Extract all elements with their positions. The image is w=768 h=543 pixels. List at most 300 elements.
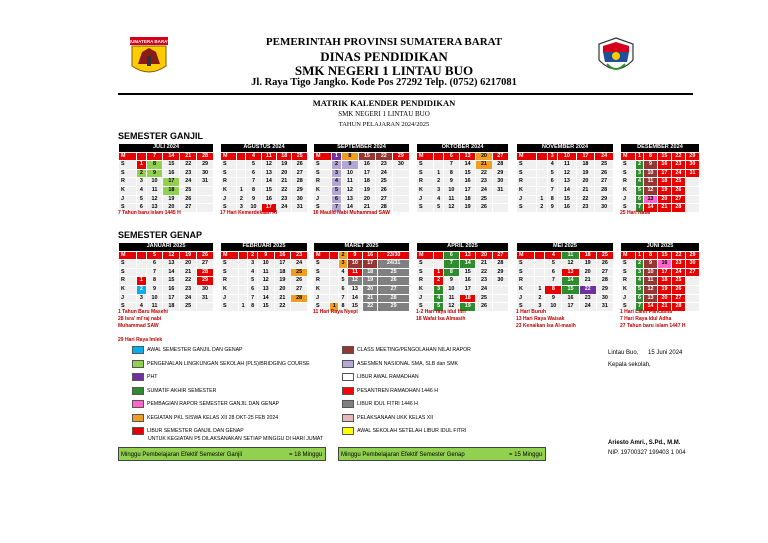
- date-cell: 14: [257, 294, 274, 303]
- weeks-ganjil-value: = 18 Minggu: [289, 452, 323, 458]
- date-cell: 28: [197, 268, 214, 277]
- date-cell: 14: [341, 204, 358, 213]
- date-cell: 20: [576, 178, 595, 187]
- date-cell: [238, 294, 248, 303]
- date-cell: 9: [246, 195, 261, 204]
- date-cell: 29: [492, 169, 508, 178]
- date-cell: 14: [163, 152, 180, 161]
- date-cell: 27: [596, 268, 613, 277]
- date-cell: 20: [274, 285, 291, 294]
- date-cell: 30: [685, 161, 699, 170]
- weekday-cell: S: [119, 161, 137, 170]
- date-cell: 17: [358, 169, 375, 178]
- date-cell: 20: [180, 260, 197, 269]
- date-cell: 28: [378, 294, 410, 303]
- header-address: Jl. Raya Tigo Jangko. Kode Pos 27292 Telp. (0752) 6217081: [251, 77, 517, 88]
- date-cell: 11: [443, 195, 459, 204]
- date-cell: 1: [137, 277, 147, 286]
- date-cell: 22: [476, 268, 492, 277]
- date-cell: 16: [657, 161, 671, 170]
- date-cell: [492, 285, 508, 294]
- date-cell: 21: [476, 260, 492, 269]
- date-cell: 28: [596, 277, 613, 286]
- date-cell: 25: [375, 178, 392, 187]
- date-cell: 21: [363, 294, 378, 303]
- date-cell: [686, 285, 700, 294]
- weekday-cell: S: [417, 260, 434, 269]
- weekday-cell: J: [119, 294, 137, 303]
- weekday-cell: S: [314, 204, 332, 213]
- weeks-genap-label: Minggu Pembelajaran Efektif Semester Genap: [341, 452, 465, 458]
- date-cell: 2: [137, 285, 147, 294]
- date-cell: [237, 152, 246, 161]
- date-cell: [686, 277, 700, 286]
- date-cell: 24: [672, 268, 686, 277]
- date-cell: [291, 303, 308, 312]
- date-cell: 10: [643, 169, 657, 178]
- date-cell: 19: [576, 169, 595, 178]
- weekday-cell: S: [621, 268, 636, 277]
- holiday-note: 28 Isra' mi'raj nabi: [118, 316, 162, 322]
- month-title: SEPTEMBER 2024: [314, 144, 410, 153]
- date-cell: 6: [547, 178, 558, 187]
- month-table: [416, 143, 509, 213]
- weekday-cell: J: [517, 294, 535, 303]
- date-cell: 5: [246, 161, 261, 170]
- legend-item: [132, 427, 244, 435]
- date-cell: 2: [434, 178, 443, 187]
- weekday-cell: S: [621, 169, 636, 178]
- date-cell: 9: [347, 251, 362, 260]
- date-cell: 5: [434, 303, 443, 312]
- date-cell: 8: [443, 169, 459, 178]
- legend-swatch: [342, 387, 354, 395]
- month-table: [313, 242, 410, 312]
- date-cell: 23: [672, 260, 686, 269]
- date-cell: 23: [375, 161, 392, 170]
- weekday-cell: K: [119, 285, 137, 294]
- date-cell: 4: [545, 251, 562, 260]
- date-cell: 12: [562, 260, 579, 269]
- month-title: MEI 2025: [517, 243, 614, 252]
- weekday-cell: S: [314, 260, 330, 269]
- date-cell: 9: [644, 260, 658, 269]
- month-title: APRIL 2025: [417, 243, 509, 252]
- date-cell: [237, 178, 246, 187]
- month-title: MARET 2025: [314, 243, 410, 252]
- legend-item: [342, 373, 419, 381]
- date-cell: [492, 195, 508, 204]
- weekday-cell: J: [314, 294, 330, 303]
- month-title: OKTOBER 2024: [417, 144, 509, 153]
- weekday-cell: S: [517, 169, 537, 178]
- date-cell: 31: [197, 178, 214, 187]
- date-cell: 24: [671, 169, 685, 178]
- weekday-cell: S: [221, 268, 239, 277]
- date-cell: 9: [341, 161, 358, 170]
- date-cell: 21: [476, 161, 492, 170]
- date-cell: [536, 169, 547, 178]
- date-cell: 16: [658, 260, 672, 269]
- date-cell: 13: [341, 195, 358, 204]
- date-cell: 19: [274, 277, 291, 286]
- date-cell: 17: [657, 169, 671, 178]
- legend-footer-note: UNTUK KEGIATAN P5 DILAKSANAKAN SETIAP MINGGU DI HARI JUMAT: [148, 436, 324, 442]
- weeks-genap-bar: [338, 447, 546, 461]
- weekday-cell: M: [517, 251, 535, 260]
- date-cell: 14: [460, 161, 476, 170]
- doc-year: TAHUN PELAJARAN 2024/2025: [338, 121, 430, 128]
- date-cell: 26: [291, 277, 308, 286]
- date-cell: 31: [685, 169, 699, 178]
- legend-item: [132, 360, 310, 368]
- date-cell: [492, 204, 508, 213]
- weekday-cell: M: [517, 152, 537, 161]
- date-cell: 21: [180, 268, 197, 277]
- date-cell: 27: [686, 268, 700, 277]
- date-cell: 20: [476, 152, 492, 161]
- date-cell: 11: [261, 152, 276, 161]
- date-cell: 5: [339, 277, 348, 286]
- date-cell: 11: [562, 251, 579, 260]
- date-cell: 12: [558, 169, 577, 178]
- date-cell: 23: [476, 277, 492, 286]
- date-cell: 10: [347, 260, 362, 269]
- date-cell: 15: [347, 303, 362, 312]
- date-cell: 13: [562, 268, 579, 277]
- legend-label: KEGIATAN PKL SISWA KELAS XII 28 OKT-25 FEB 2024: [147, 414, 279, 421]
- date-cell: 3: [434, 285, 443, 294]
- header-divider: [118, 93, 693, 95]
- weekday-cell: J: [517, 195, 537, 204]
- date-cell: 20: [163, 204, 180, 213]
- weekday-cell: S: [119, 268, 137, 277]
- date-cell: 11: [643, 178, 657, 187]
- date-cell: 29: [292, 186, 308, 195]
- header-school: SMK NEGERI 1 LINTAU BUO: [294, 63, 474, 78]
- date-cell: 27: [672, 294, 686, 303]
- date-cell: 22: [277, 186, 292, 195]
- date-cell: 15: [257, 303, 274, 312]
- weeks-ganjil-bar: [118, 447, 326, 461]
- date-cell: 12: [341, 186, 358, 195]
- date-cell: 3: [547, 152, 558, 161]
- holiday-note: 23 Kenaikan Isa Al-masih: [516, 323, 576, 329]
- date-cell: 22: [180, 277, 197, 286]
- date-cell: 20: [363, 285, 378, 294]
- weekday-cell: K: [517, 186, 537, 195]
- date-cell: 9: [443, 277, 459, 286]
- date-cell: 1: [535, 285, 545, 294]
- weekday-cell: S: [517, 268, 535, 277]
- date-cell: [137, 152, 147, 161]
- holiday-note: 27 Tahun baru islam 1447 H: [620, 323, 686, 329]
- date-cell: [330, 251, 339, 260]
- date-cell: 27: [378, 285, 410, 294]
- date-cell: 28: [375, 204, 392, 213]
- legend-swatch: [132, 360, 144, 368]
- weekday-cell: M: [417, 152, 434, 161]
- date-cell: 18: [460, 294, 476, 303]
- date-cell: 23: [579, 294, 596, 303]
- date-cell: 18: [163, 303, 180, 312]
- date-cell: 17: [261, 204, 276, 213]
- month-title: DESEMBER 2024: [621, 144, 700, 153]
- date-cell: 4: [636, 277, 644, 286]
- signature-city: Lintau Buo,: [608, 350, 639, 356]
- date-cell: 10: [443, 285, 459, 294]
- weekday-cell: K: [221, 186, 237, 195]
- legend-item: [132, 346, 243, 354]
- weekday-cell: S: [417, 204, 434, 213]
- date-cell: 29: [378, 303, 410, 312]
- weekday-cell: M: [119, 152, 137, 161]
- date-cell: 28: [672, 303, 686, 312]
- date-cell: 25: [378, 268, 410, 277]
- legend-label: CLASS MEETING/PENGOLAHAN NILAI RAPOR: [357, 347, 471, 353]
- date-cell: 12: [347, 277, 362, 286]
- legend-item: [132, 387, 216, 395]
- date-cell: 16: [163, 169, 180, 178]
- holiday-note: 7 Tahun baru islam 1445 H: [118, 210, 181, 216]
- weekday-cell: S: [621, 260, 636, 269]
- doc-title: MATRIK KALENDER PENDIDIKAN: [312, 98, 456, 108]
- weekday-cell: K: [621, 285, 636, 294]
- date-cell: 10: [146, 294, 163, 303]
- holiday-note: 29 Hari Raya Imlek: [118, 337, 163, 343]
- weekday-cell: R: [221, 277, 239, 286]
- date-cell: 31: [492, 186, 508, 195]
- date-cell: 8: [643, 152, 657, 161]
- date-cell: 26: [595, 169, 614, 178]
- date-cell: 29: [596, 285, 613, 294]
- date-cell: 12: [643, 186, 657, 195]
- weekday-cell: R: [517, 178, 537, 187]
- date-cell: 7: [146, 268, 163, 277]
- date-cell: 30: [492, 178, 508, 187]
- weekday-cell: M: [314, 152, 332, 161]
- date-cell: 3: [137, 294, 147, 303]
- month-title: JUNI 2025: [621, 243, 700, 252]
- date-cell: 28: [197, 152, 214, 161]
- date-cell: 3: [635, 169, 643, 178]
- weekday-cell: K: [417, 186, 434, 195]
- date-cell: 23/30: [378, 251, 410, 260]
- date-cell: 9: [146, 285, 163, 294]
- weekday-cell: J: [119, 195, 137, 204]
- date-cell: 27: [492, 152, 508, 161]
- date-cell: 22: [375, 152, 392, 161]
- date-cell: 15: [558, 195, 577, 204]
- date-cell: 13: [163, 260, 180, 269]
- date-cell: 3: [339, 260, 348, 269]
- weekday-cell: S: [417, 169, 434, 178]
- date-cell: [238, 277, 248, 286]
- weekday-cell: S: [417, 161, 434, 170]
- month-title: NOVEMBER 2024: [517, 144, 614, 153]
- date-cell: 2: [536, 204, 547, 213]
- date-cell: 23: [476, 178, 492, 187]
- date-cell: 8: [248, 303, 258, 312]
- date-cell: 4: [137, 303, 147, 312]
- date-cell: 9: [257, 251, 274, 260]
- legend-item: [342, 414, 433, 422]
- date-cell: 29: [197, 277, 214, 286]
- date-cell: 13: [460, 251, 476, 260]
- date-cell: 27: [197, 260, 214, 269]
- legend-label: PESANTREN RAMADHAN 1446 H: [357, 387, 439, 394]
- date-cell: 1: [330, 303, 339, 312]
- holiday-note: 1 Hari Buruh: [516, 309, 547, 315]
- date-cell: 28: [492, 161, 508, 170]
- date-cell: 7: [443, 260, 459, 269]
- date-cell: 24: [180, 294, 197, 303]
- date-cell: 5: [146, 251, 163, 260]
- legend-item: [132, 373, 157, 381]
- weekday-cell: S: [517, 161, 537, 170]
- date-cell: 18: [658, 277, 672, 286]
- weeks-ganjil-label: Minggu Pembelajaran Efektif Semester Ganjil: [121, 452, 243, 458]
- date-cell: 27: [671, 195, 685, 204]
- date-cell: 5: [545, 260, 562, 269]
- date-cell: 17: [460, 186, 476, 195]
- date-cell: 30: [686, 260, 700, 269]
- date-cell: 13: [558, 178, 577, 187]
- date-cell: 17: [658, 268, 672, 277]
- date-cell: 7: [635, 204, 643, 213]
- date-cell: 27: [291, 285, 308, 294]
- signature-date: 15 Juni 2024: [648, 350, 683, 356]
- date-cell: 19: [358, 186, 375, 195]
- date-cell: 3: [636, 268, 644, 277]
- date-cell: 1: [332, 152, 342, 161]
- date-cell: 23: [180, 285, 197, 294]
- date-cell: 12: [644, 285, 658, 294]
- weekday-cell: S: [517, 260, 535, 269]
- legend-label: LIBUR SEMESTER GANJIL DAN GENAP: [147, 428, 244, 434]
- date-cell: 3: [137, 178, 147, 187]
- date-cell: 25: [292, 152, 308, 161]
- date-cell: 16: [460, 277, 476, 286]
- date-cell: 24: [595, 152, 614, 161]
- date-cell: 23: [576, 204, 595, 213]
- date-cell: 11: [341, 178, 358, 187]
- date-cell: 10: [257, 260, 274, 269]
- date-cell: 1: [635, 152, 643, 161]
- date-cell: 4: [434, 195, 443, 204]
- weekday-cell: S: [517, 204, 537, 213]
- date-cell: 26: [375, 186, 392, 195]
- date-cell: 29: [595, 195, 614, 204]
- date-cell: 22: [576, 195, 595, 204]
- date-cell: 22: [363, 303, 378, 312]
- date-cell: 29: [686, 251, 700, 260]
- date-cell: 25: [476, 195, 492, 204]
- weekday-cell: M: [621, 251, 636, 260]
- date-cell: 12: [443, 303, 459, 312]
- date-cell: 11: [558, 161, 577, 170]
- weekday-cell: M: [221, 152, 237, 161]
- date-cell: 6: [332, 195, 342, 204]
- semester-ganjil-label: SEMESTER GANJIL: [118, 131, 204, 141]
- date-cell: 11: [347, 268, 362, 277]
- weekday-cell: S: [221, 204, 237, 213]
- date-cell: 11: [146, 186, 163, 195]
- date-cell: 5: [248, 277, 258, 286]
- date-cell: 28: [671, 204, 685, 213]
- date-cell: 8: [246, 186, 261, 195]
- date-cell: 24/31: [378, 260, 410, 269]
- date-cell: 8: [443, 268, 459, 277]
- date-cell: 17: [274, 260, 291, 269]
- date-cell: 25: [671, 178, 685, 187]
- date-cell: 15: [163, 161, 180, 170]
- weekday-cell: J: [417, 195, 434, 204]
- weekday-cell: S: [221, 303, 239, 312]
- date-cell: [197, 195, 214, 204]
- weekday-cell: M: [314, 251, 330, 260]
- date-cell: 20: [358, 195, 375, 204]
- date-cell: 19: [163, 195, 180, 204]
- date-cell: 24: [476, 186, 492, 195]
- date-cell: 26: [596, 260, 613, 269]
- date-cell: [434, 161, 443, 170]
- date-cell: 26: [180, 195, 197, 204]
- legend-label: AWAL SEMESTER GANJIL DAN GENAP: [147, 347, 243, 353]
- weekday-cell: J: [621, 294, 636, 303]
- date-cell: [686, 303, 700, 312]
- legend-label: LIBUR AWAL RAMADHAN: [357, 374, 419, 380]
- date-cell: 29: [197, 161, 214, 170]
- date-cell: 15: [657, 152, 671, 161]
- date-cell: 14: [460, 260, 476, 269]
- legend-swatch: [132, 387, 144, 395]
- date-cell: 2: [137, 169, 147, 178]
- date-cell: 4: [137, 186, 147, 195]
- holiday-note: 11 Hari Raya Nyepi: [313, 309, 358, 315]
- weekday-cell: S: [221, 260, 239, 269]
- weekday-cell: J: [621, 195, 636, 204]
- date-cell: [535, 268, 545, 277]
- date-cell: 16: [358, 161, 375, 170]
- date-cell: 7: [545, 277, 562, 286]
- date-cell: 3: [535, 303, 545, 312]
- date-cell: 20: [476, 251, 492, 260]
- date-cell: 18: [460, 195, 476, 204]
- date-cell: [238, 260, 248, 269]
- date-cell: 25: [291, 268, 308, 277]
- weekday-cell: K: [221, 285, 239, 294]
- legend-swatch: [132, 427, 144, 435]
- date-cell: 8: [146, 161, 163, 170]
- date-cell: [536, 178, 547, 187]
- date-cell: 25: [476, 294, 492, 303]
- date-cell: [685, 186, 699, 195]
- date-cell: [492, 303, 508, 312]
- weekday-cell: R: [621, 277, 636, 286]
- weekday-cell: M: [417, 251, 434, 260]
- legend-swatch: [342, 427, 354, 435]
- date-cell: 22: [180, 161, 197, 170]
- weekday-cell: R: [119, 178, 137, 187]
- date-cell: 4: [248, 268, 258, 277]
- date-cell: 3: [237, 204, 246, 213]
- date-cell: 26: [671, 186, 685, 195]
- date-cell: 9: [643, 161, 657, 170]
- legend-label: ASESMEN NASIONAL SMA, SLB dan SMK: [357, 360, 458, 367]
- legend-swatch: [342, 400, 354, 408]
- date-cell: 12: [443, 204, 459, 213]
